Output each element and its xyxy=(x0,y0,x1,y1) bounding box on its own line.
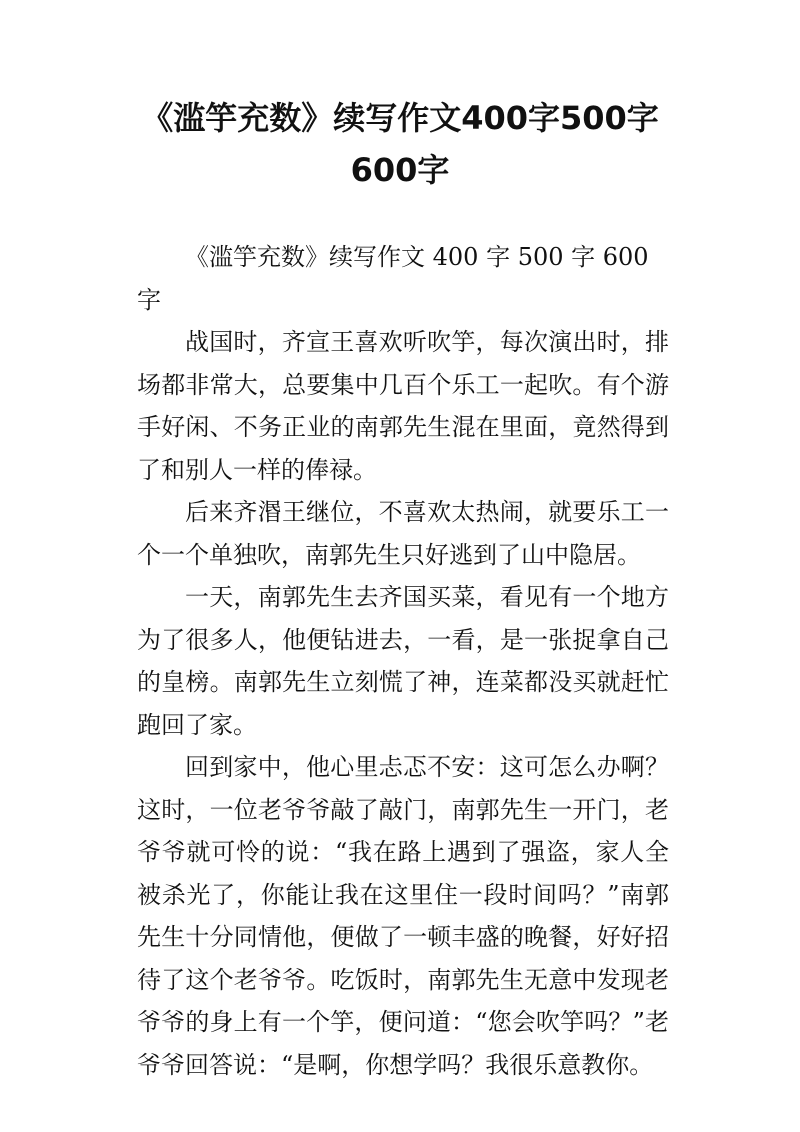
document-subtitle: 《滥竽充数》续写作文 400 字 500 字 600 字 xyxy=(137,243,649,314)
paragraph-2: 后来齐湣王继位，不喜欢太热闹，就要乐工一个一个单独吹，南郭先生只好逃到了山中隐居。 xyxy=(137,498,669,569)
paragraph-3: 一天，南郭先生去齐国买菜，看见有一个地方为了很多人，他便钻进去，一看，是一张捉拿自己的皇榜。南郭先生立刻慌了神，连菜都没买就赶忙跑回了家。 xyxy=(137,583,669,739)
paragraph-4: 回到家中，他心里忐忑不安：这可怎么办啊？这时，一位老爷爷敲了敲门，南郭先生一开门，老爷爷就可怜的说：“我在路上遇到了强盗，家人全被杀光了，你能让我在这里住一段时间吗？”南郭先生十分同情他，便做了一顿丰盛的晚餐，好好招待了这个老爷爷。吃饭时，南郭先生无意中发现老爷爷的身上有一个竽，便问道：“您会吹竽吗？”老爷爷回答说：“是啊，你想学吗？我很乐意教你。 xyxy=(137,753,669,1079)
paragraph-1: 战国时，齐宣王喜欢听吹竽，每次演出时，排场都非常大，总要集中几百个乐工一起吹。有个游手好闲、不务正业的南郭先生混在里面，竟然得到了和别人一样的俸禄。 xyxy=(137,328,669,484)
document-title xyxy=(120,92,680,196)
document-body xyxy=(137,236,669,1086)
document-title-text: 《滥竽充数》续写作文400字500字600字 xyxy=(141,99,659,189)
